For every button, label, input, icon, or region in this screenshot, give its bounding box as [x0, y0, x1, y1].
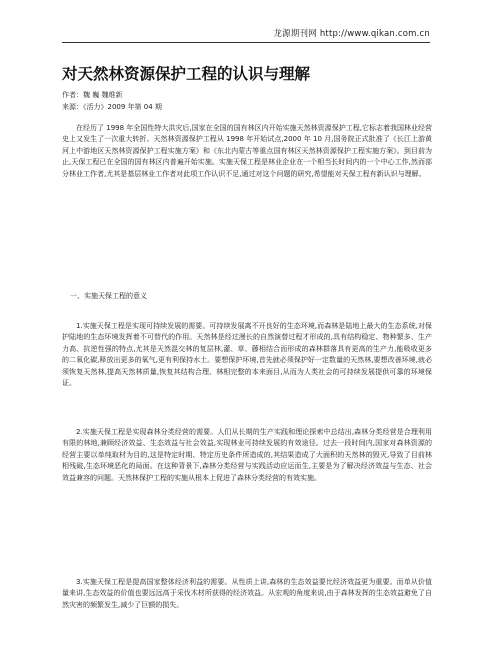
- article-authors: 作者：魏 巍 魏维新: [62, 91, 123, 99]
- section-heading: 一、实施天保工程的意义: [70, 292, 147, 300]
- article-title: 对天然林资源保护工程的认识与理解: [62, 65, 311, 83]
- header-divider: [62, 42, 430, 43]
- article-source: 来源：《活力》2009 年第 04 期: [62, 103, 162, 111]
- paragraph-3: 3.实施天保工程是提高国家整体经济利益的需要。从性质上讲,森林的生态效益要比经济效益更为重要。而单从价值量来讲,生态效益的价值也要远远高于采伐木材所获得的经济效益。从宏观的角度来说,由于森林发挥的生态效益避免了自然灾害的频繁发生,减少了巨额的损失。: [62, 578, 432, 609]
- paragraph-1: 1.实施天保工程是实现可持续发展的需要。可持续发展离不开良好的生态环境,而森林是陆地上最大的生态系统,对保护陆地的生态环境发挥着不可替代的作用。天然林是经过漫长的自然演替过程才形成的,具有结构稳定、物种繁多、生产力高、抗逆性强的特点,尤其是天然混交林的复层林,灌、草、藤相结合而形成的森林群落具有更高的生产力,能吸收更多的二氧化碳,释放出更多的氧气,更有利保持水土。要想保护环境,首先就必须保护好一定数量的天然林,要想改善环境,就必须恢复天然林,提高天然林质量,恢复其结构合理、林相完整的本来面目,从而为人类社会的可持续发展提供可靠的环境保证。: [62, 322, 432, 388]
- journal-site-header: 龙源期刊网 http://www.qikan.com.cn: [273, 29, 430, 39]
- intro-paragraph: 在经历了 1998 年全国性特大洪灾后,国家在全国的国有林区内开始实施天然林资源保护工程,它标志着我国林业经营史上又发生了一次重大转折。天然林资源保护工程从 1998 年开始试点,2000 年 10 月,国务院正式批准了《长江上游黄河上中游地区天然林资源保护工程实施方案》和《东北内蒙古等重点国有林区天然林资源保护工程实施方案》。到目前为止,天保工程已在全国的国有林区内普遍开始实施。实施天保工程是林业企业在一个相当长时间内的一个中心工作,然而部分林业工作者,尤其是基层林业工作者对此项工作认识不足,通过对这个问题的研究,希望能对天保工程有新认识与理解。: [62, 124, 432, 178]
- paragraph-2: 2.实施天保工程是实现森林分类经营的需要。人们从长期的生产实践和理论探索中总结出,森林分类经营是合理利用有限的林地,兼顾经济效益、生态效益与社会效益,实现林业可持续发展的有效途径。过去一段时间内,国家对森林资源的经营主要以单纯取材为目的,这是特定时期、特定历史条件所造成的,其结果造成了大面积的天然林的毁灭,导致了目前林相残破,生态环境恶化的局面。在这种背景下,森林分类经营与实践活动应运而生,主要是为了解决经济效益与生态、社会效益兼容的问题。天然林保护工程的实施从根本上促进了森林分类经营的有效实施。: [62, 428, 432, 482]
